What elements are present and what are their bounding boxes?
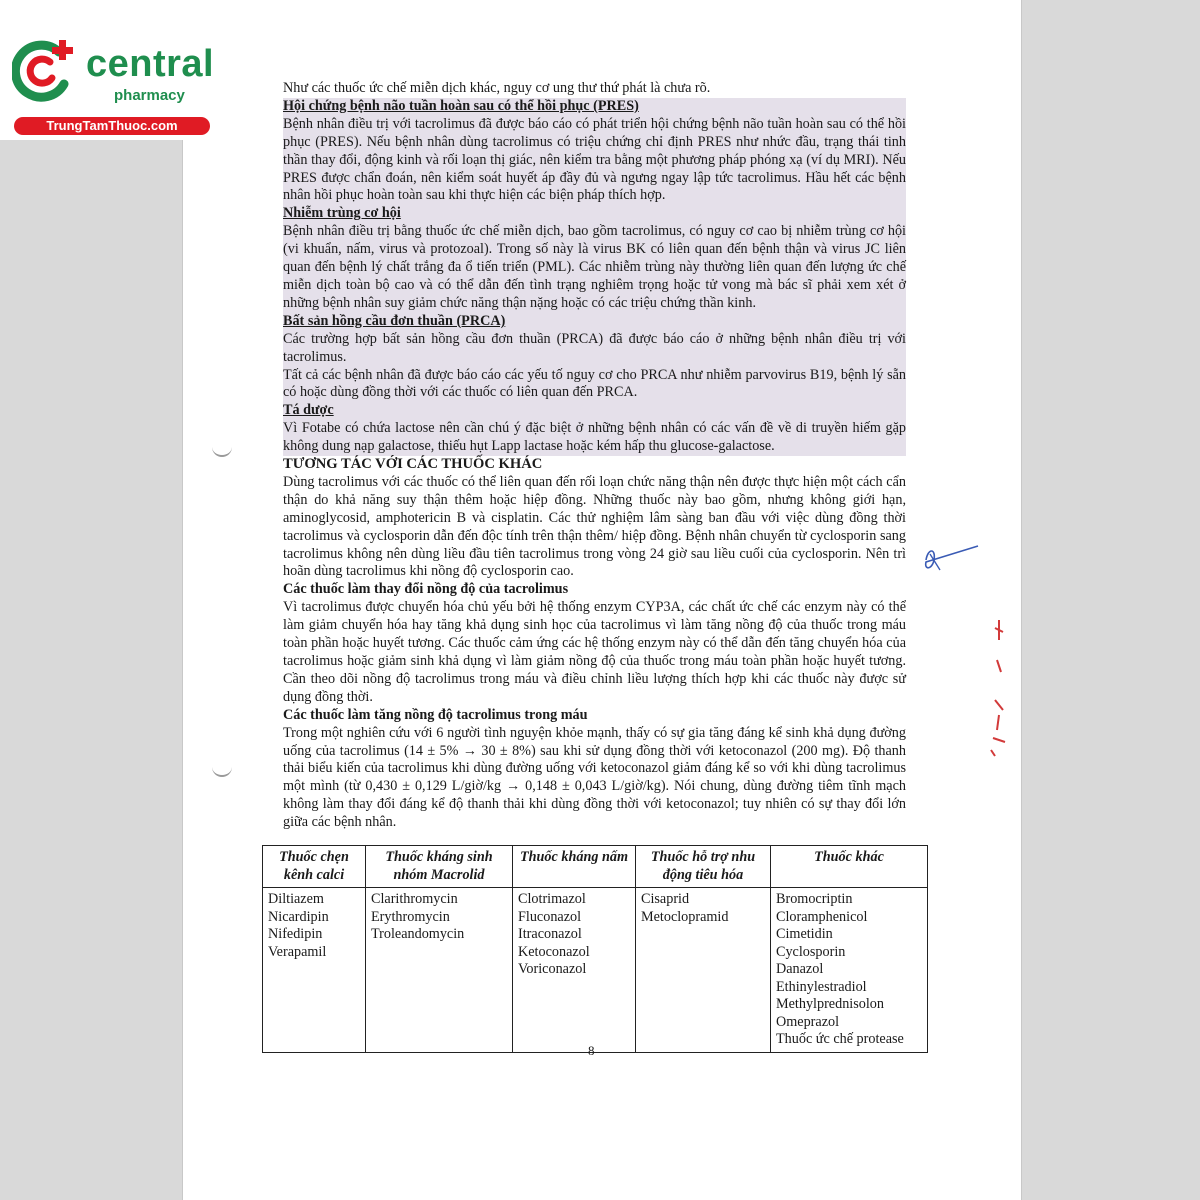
table-header-cell: Thuốc khác — [771, 846, 928, 888]
drug-name: Methylprednisolon — [776, 996, 884, 1012]
section-infection — [283, 205, 906, 312]
change-paragraph: Vì tacrolimus được chuyển hóa chủ yếu bởi hệ thống enzym CYP3A, các chất ức chế các enzym này có thể làm giảm chuyển hóa hay tăng khả dụng sinh học của tacrolimus vì làm tăng nồng độ của thuốc trong máu toàn phần hoặc huyết tương. Các thuốc cảm ứng các hệ thống enzym này có thể dẫn đến tăng chuyển hóa của tacrolimus hoặc giảm sinh khả dụng vì làm giảm nồng độ của thuốc trong máu toàn phần hoặc huyết tương. Cần theo dõi nồng độ tacrolimus trong máu và điều chỉnh liều lượng thích hợp khi các thuốc này được sử dụng đồng thời. — [283, 599, 906, 705]
section-paragraph: Tất cả các bệnh nhân đã được báo cáo các yếu tố nguy cơ cho PRCA như nhiễm parvovirus B19, bệnh lý sẵn có hoặc dùng đồng thời với các thuốc có liên quan đến PRCA. — [283, 366, 906, 401]
table-row — [263, 888, 928, 1053]
subheading-change: Các thuốc làm thay đổi nồng độ của tacrolimus — [283, 581, 569, 598]
section-paragraph: Các trường hợp bất sản hồng cầu đơn thuần (PRCA) đã được báo cáo ở những bệnh nhân điều trị với tacrolimus. — [283, 330, 906, 365]
table-header-row — [263, 846, 928, 888]
section-heading: Hội chứng bệnh não tuần hoàn sau có thể hồi phục (PRES) — [283, 97, 639, 114]
drug-name: Clarithromycin — [371, 891, 458, 907]
increase-paragraph: Trong một nghiên cứu với 6 người tình nguyện khỏe mạnh, thấy có sự gia tăng đáng kể sinh khả dụng đường uống của tacrolimus (14 ± 5% → 30 ± 8%) sau khi sử dụng đồng thời với ketoconazol (200 mg). Độ thanh thải biểu kiến của tacrolimus khi dùng đường uống với ketoconazol giảm đáng kể so với khi dùng tacrolimus một mình (từ 0,430 ± 0,129 L/giờ/kg → 0,148 ± 0,043 L/giờ/kg). Nói chung, dùng đường tiêm tĩnh mạch không làm thay đổi đáng kể độ thanh thải khi dùng đồng thời với ketoconazol; tuy nhiên có sự thay đổi lớn giữa các bệnh nhân. — [283, 724, 906, 831]
central-pharmacy-logo-icon — [12, 38, 78, 104]
table-cell — [263, 888, 366, 1053]
section-excipient — [283, 402, 906, 456]
drug-name: Danazol — [776, 961, 824, 977]
drug-name: Metoclopramid — [641, 908, 729, 925]
interactions-heading: TƯƠNG TÁC VỚI CÁC THUỐC KHÁC — [283, 456, 543, 473]
drug-name: Troleandomycin — [371, 926, 465, 942]
table-cell — [513, 888, 636, 1053]
drug-name: Fluconazol — [518, 908, 582, 925]
brand-name: central — [86, 43, 215, 85]
drug-name: Thuốc ức chế protease — [776, 1031, 904, 1047]
document-body — [283, 80, 906, 832]
drug-name: Voriconazol — [518, 961, 587, 977]
drug-name: Clotrimazol — [518, 891, 586, 907]
drug-name: Cisaprid — [641, 891, 690, 907]
drug-name: Itraconazol — [518, 926, 582, 942]
table-cell — [771, 888, 928, 1053]
drug-name: Verapamil — [268, 943, 327, 960]
section-prca — [283, 313, 906, 403]
section-paragraph: Bệnh nhân điều trị với tacrolimus đã được báo cáo có phát triển hội chứng bệnh não tuần hoàn sau có thể hồi phục (PRES). Nếu bệnh nhân dùng tacrolimus có triệu chứng chỉ định PRES như nhức đầu, trạng thái tinh thần thay đổi, động kinh và rối loạn thị giác, nên kiểm tra bằng một phương pháp phóng xạ (ví dụ MRI). Nếu PRES được chẩn đoán, nên kiểm soát huyết áp đầy đủ và ngưng ngay lập tức tacrolimus. Hầu hết các bệnh nhân hồi phục hoàn toàn sau khi thực hiện các biện pháp thích hợp. — [283, 115, 906, 204]
signature-mark-icon — [918, 540, 988, 580]
drug-name: Ketoconazol — [518, 943, 590, 960]
drug-name: Ethinylestradiol — [776, 978, 867, 995]
section-heading: Bất sản hồng cầu đơn thuần (PRCA) — [283, 312, 506, 329]
drug-name: Bromocriptin — [776, 891, 853, 907]
brand-website[interactable]: TrungTamThuoc.com — [14, 117, 210, 135]
interactions-paragraph: Dùng tacrolimus với các thuốc có thể liên quan đến rối loạn chức năng thận nên được thực hiện một cách cẩn thận do khả năng suy thận thêm hoặc hiệp đồng. Những thuốc này bao gồm, nhưng không giới hạn, aminoglycosid, amphotericin B và cisplatin. Các thử nghiệm lâm sàng ban đầu với việc dùng đồng thời tacrolimus và cyclosporin dẫn đến độc tính trên thận thêm/ hiệp đồng. Bệnh nhân chuyển từ cyclosporin sang tacrolimus không nên dùng liều đầu tiên tacrolimus trong vòng 24 giờ sau liều cuối của cyclosporin. Nên trì hoãn dùng tacrolimus khi nồng độ cyclosporin cao. — [283, 473, 906, 580]
section-paragraph: Bệnh nhân điều trị bằng thuốc ức chế miễn dịch, bao gồm tacrolimus, có nguy cơ cao bị nhiễm trùng cơ hội (vi khuẩn, nấm, virus và protozoal). Trong số này là virus BK có liên quan đến bệnh thận và virus JC liên quan đến bệnh lý chất trắng đa ổ tiến triển (PML). Các nhiễm trùng này thường liên quan đến lượng ức chế miễn dịch toàn bộ cao và có thể dẫn đến tình trạng nghiêm trọng hoặc tử vong mà bác sĩ phải xem xét ở những bệnh nhân suy giảm chức năng thận nặng hoặc có các triệu chứng thần kinh. — [283, 223, 906, 311]
section-pres — [283, 98, 906, 205]
section-heading: Tá dược — [283, 402, 334, 419]
drug-name: Nifedipin — [268, 926, 323, 942]
table-header-cell: Thuốc kháng sinh nhóm Macrolid — [366, 846, 513, 888]
drug-name: Cimetidin — [776, 926, 833, 942]
table-header-cell: Thuốc kháng nấm — [513, 846, 636, 888]
table-header-cell: Thuốc chẹn kênh calci — [263, 846, 366, 888]
brand-logo[interactable] — [0, 0, 230, 140]
brand-subtitle: pharmacy — [114, 87, 185, 104]
stamp-fragment-icon — [985, 610, 1015, 760]
section-paragraph: Vì Fotabe có chứa lactose nên cần chú ý đặc biệt ở những bệnh nhân có các vấn đề về di truyền hiếm gặp không dung nạp galactose, thiếu hụt Lapp lactase hoặc kém hấp thu glucose-galactose. — [283, 420, 906, 455]
drug-name: Nicardipin — [268, 908, 329, 925]
subheading-increase: Các thuốc làm tăng nồng độ tacrolimus trong máu — [283, 706, 588, 723]
table-cell — [636, 888, 771, 1053]
interaction-drug-table — [262, 845, 928, 1053]
drug-name: Diltiazem — [268, 891, 324, 907]
drug-name: Erythromycin — [371, 908, 450, 925]
drug-name: Cyclosporin — [776, 943, 846, 960]
table-header-cell: Thuốc hỗ trợ nhu động tiêu hóa — [636, 846, 771, 888]
page-number: 8 — [588, 1043, 595, 1058]
table-cell — [366, 888, 513, 1053]
section-heading: Nhiễm trùng cơ hội — [283, 205, 401, 222]
intro-line: Như các thuốc ức chế miễn dịch khác, nguy cơ ung thư thứ phát là chưa rõ. — [283, 80, 711, 96]
drug-name: Omeprazol — [776, 1013, 840, 1030]
drug-name: Cloramphenicol — [776, 908, 868, 925]
